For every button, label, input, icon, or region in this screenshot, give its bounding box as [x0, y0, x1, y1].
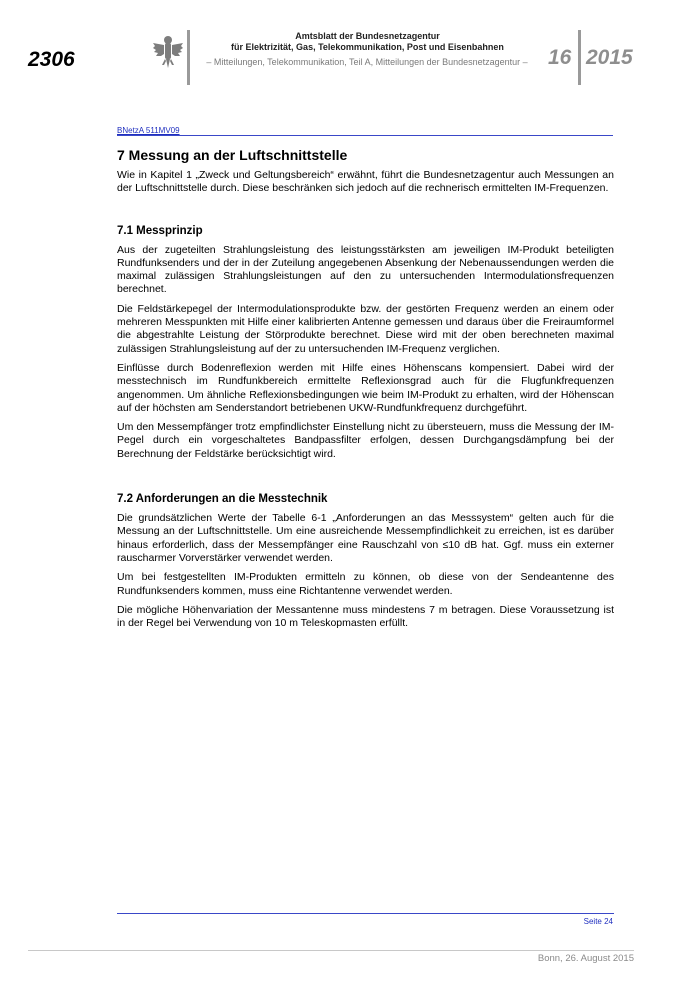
- paragraph: Die grundsätzlichen Werte der Tabelle 6-1 „Anforderungen an das Messsystem“ gelten auch für die Messung an der Luftschnittstelle. Um eine ausreichende Messempfindlichkeit zu erreichen, ist es darüber hinaus erforderlich, dass der Messempfänger eine Rauschzahl von ≤10 dB hat. Ggf. muss ein externer rauscharmer Vorverstärker verwendet werden.: [117, 512, 614, 564]
- publication-date: Bonn, 26. August 2015: [537, 953, 634, 964]
- paragraph: Einflüsse durch Bodenreflexion werden mit Hilfe eines Höhenscans kompensiert. Dabei wird der messtechnisch im Rundfunkbereich ermittelte Reflexionsgrad auch für die Flugfunkfrequenzen angenommen. Um ähnliche Reflexionsbedingungen wie beim IM-Produkt zu erhalten, wird der Höhenscan auf der höchsten am Senderstandort betriebenen UKW-Rundfunkfrequenz durchgeführt.: [117, 361, 614, 414]
- bottom-rule: [28, 950, 634, 951]
- journal-subtitle: – Mitteilungen, Telekommunikation, Teil A, Mitteilungen der Bundesnetzagentur –: [206, 57, 528, 67]
- section-7-2-heading: 7.2 Anforderungen an die Messtechnik: [117, 493, 328, 506]
- page-number: 2306: [28, 48, 75, 71]
- header-divider: [187, 30, 190, 85]
- header-rule: [117, 135, 613, 136]
- paragraph: Um den Messempfänger trotz empfindlichster Einstellung nicht zu übersteuern, muss die Messung der IM-Pegel durch ein vorgeschaltetes Bandpassfilter erfolgen, dessen Durchgangsdämpfung bei der Berechnung der Feldstärke berücksichtigt wird.: [117, 421, 614, 460]
- paragraph: Die Feldstärkepegel der Intermodulationsprodukte bzw. der gestörten Frequenz werden an einem oder mehreren Messpunkten mit Hilfe einer kalibrierten Antenne gemessen und daraus über die Freiraumformel die abgestrahlte Leistung der Störprodukte berechnet. Diese wird mit der oben berechneten maximal zulässigen Strahlungsleistung auf der zu untersuchenden IM-Frequenz verglichen.: [117, 302, 614, 355]
- issue-divider: [578, 30, 581, 85]
- paragraph: Um bei festgestellten IM-Produkten ermitteln zu können, ob diese von der Sendeantenne des Rundfunksenders kommen, muss eine Richtantenne verwendet werden.: [117, 571, 614, 597]
- page-content: [117, 147, 614, 636]
- federal-eagle-icon: [152, 34, 184, 72]
- issue-number: 16: [548, 46, 572, 69]
- section-7-1-heading: 7.1 Messprinzip: [117, 224, 203, 237]
- issue-year: 2015: [586, 46, 633, 69]
- section-7-intro: Wie in Kapitel 1 „Zweck und Geltungsbereich“ erwähnt, führt die Bundesnetzagentur auch Messungen an der Luftschnittstelle durch. Diese beschränken sich jedoch auf die rechnerisch ermittelten IM-Frequenzen.: [117, 169, 614, 195]
- document-reference: BNetzA 511MV09: [117, 126, 180, 135]
- footer-rule: [117, 913, 614, 914]
- footer-page-label: Seite 24: [583, 917, 613, 926]
- section-7-heading: 7 Messung an der Luftschnittstelle: [117, 147, 348, 163]
- journal-title: Amtsblatt der Bundesnetzagentur für Elektrizität, Gas, Telekommunikation, Post und Eisenbahnen: [231, 31, 504, 52]
- paragraph: Die mögliche Höhenvariation der Messantenne muss mindestens 7 m betragen. Diese Voraussetzung ist in der Regel bei Verwendung von 10 m Teleskopmasten erfüllt.: [117, 603, 614, 630]
- paragraph: Aus der zugeteilten Strahlungsleistung des leistungsstärksten am jeweiligen IM-Produkt beteiligten Rundfunksenders und der in der Zuteilung angegebenen Absenkung der Nebenaussendungen werden die maximal zulässigen Strahlungsleistungen auf den zu untersuchenden Intermodulationsfrequenzen berechnet.: [117, 243, 614, 296]
